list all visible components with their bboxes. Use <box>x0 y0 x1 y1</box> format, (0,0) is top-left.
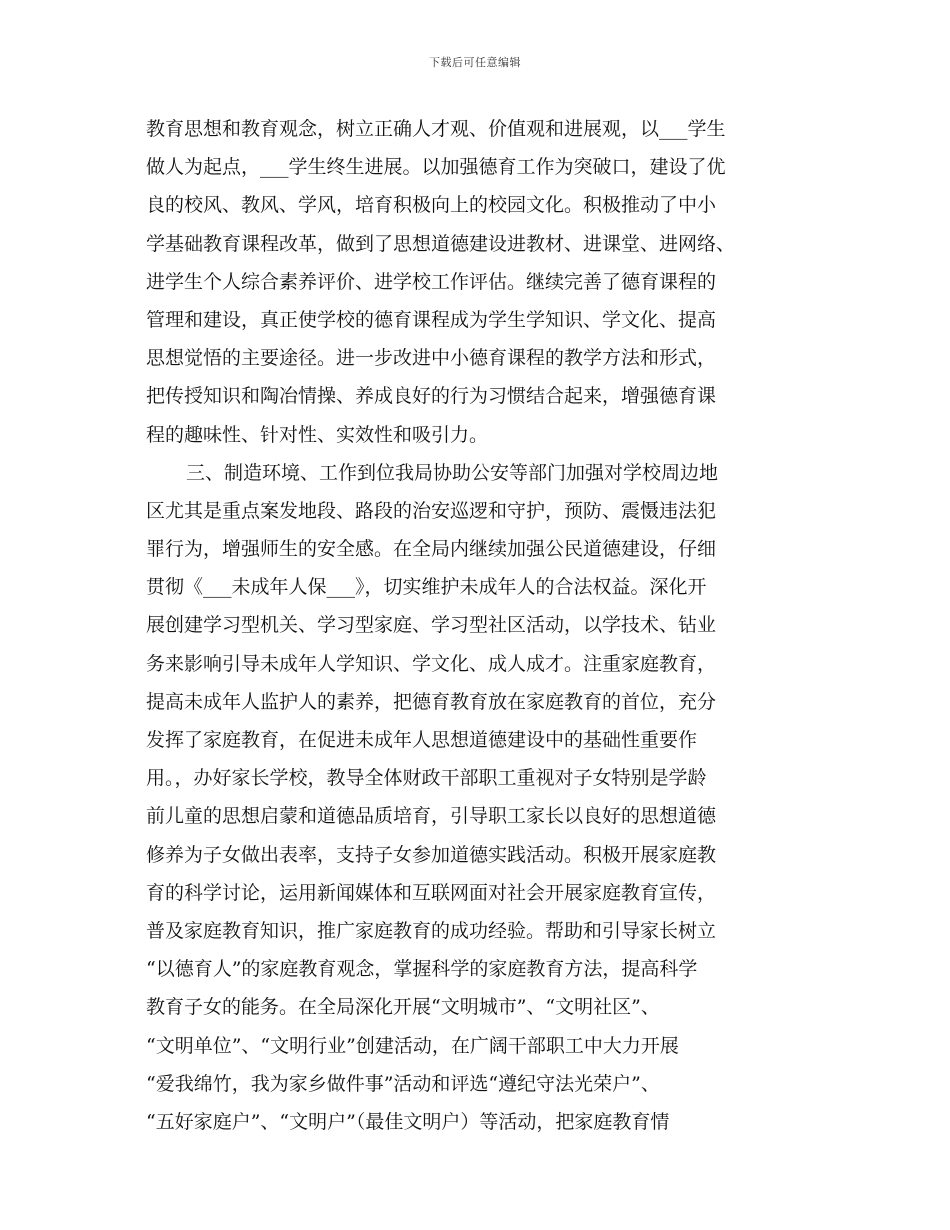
text-line: 发挥了家庭教育，在促进未成年人思想道德建设中的基础性重要作 <box>146 729 698 751</box>
text-line: 修养为子女做出表率，支持子女参加道德实践活动。积极开展家庭教 <box>146 843 717 866</box>
text-line: 思想觉悟的主要途径。进一步改进中小德育课程的教学方法和形式， <box>146 347 717 370</box>
text-line: 学基础教育课程改革，做到了思想道德建设进教材、进课堂、进网络、 <box>146 232 736 255</box>
text-line: 良的校风、教风、学风，培育积极向上的校园文化。积极推动了中小 <box>146 194 717 217</box>
text-line: 管理和建设，真正使学校的德育课程成为学生学知识、学文化、提高 <box>146 308 717 331</box>
text-line: 把传授知识和陶冶情操、养成良好的行为习惯结合起来，增强德育课 <box>146 385 717 408</box>
text-line: 教育思想和教育观念，树立正确人才观、价值观和进展观，以___学生 <box>146 118 726 140</box>
text-line: 展创建学习型机关、学习型家庭、学习型社区活动，以学技术、钻业 <box>146 614 717 637</box>
document-body <box>146 110 814 1141</box>
text-line: 育的科学讨论，运用新闻媒体和互联网面对社会开展家庭教育宣传， <box>146 881 717 904</box>
text-line: “爱我绵竹，我为家乡做件事”活动和评选“遵纪守法光荣户”、 <box>146 1072 660 1095</box>
page-header: 下载后可任意编辑 <box>429 56 521 69</box>
text-line: “文明单位”、“文明行业”创建活动，在广阔干部职工中大力开展 <box>146 1034 679 1057</box>
text-line: 罪行为，增强师生的安全感。在全局内继续加强公民道德建设，仔细 <box>146 538 717 561</box>
text-line: “五好家庭户”、“文明户”（最佳文明户）等活动，把家庭教育情 <box>146 1110 670 1133</box>
text-line: 教育子女的能务。在全局深化开展“文明城市”、“文明社区”、 <box>146 996 660 1019</box>
text-line: 用。，办好家长学校，教导全体财政干部职工重视对子女特别是学龄 <box>146 767 707 790</box>
text-line: 三、制造环境、工作到位我局协助公安等部门加强对学校周边地 <box>186 461 719 484</box>
text-line: 进学生个人综合素养评价、进学校工作评估。继续完善了德育课程的 <box>146 270 717 293</box>
text-line: 前儿童的思想启蒙和道德品质培育，引导职工家长以良好的思想道德 <box>146 805 717 828</box>
text-line: 普及家庭教育知识，推广家庭教育的成功经验。帮助和引导家长树立 <box>146 919 717 942</box>
text-line: 区尤其是重点案发地段、路段的治安巡逻和守护，预防、震慑违法犯 <box>146 499 717 522</box>
text-line: 程的趣味性、针对性、实效性和吸引力。 <box>146 423 489 446</box>
text-line: 贯彻《___未成年人保___》，切实维护未成年人的合法权益。深化开 <box>146 576 707 599</box>
text-line: 提高未成年人监护人的素养，把德育教育放在家庭教育的首位，充分 <box>146 690 717 713</box>
text-line: 做人为起点，___学生终生进展。以加强德育工作为突破口，建设了优 <box>146 156 726 179</box>
text-line: 务来影响引导未成年人学知识、学文化、成人成才。注重家庭教育， <box>146 652 717 675</box>
text-line: “以德育人”的家庭教育观念，掌握科学的家庭教育方法，提高科学 <box>146 958 698 981</box>
